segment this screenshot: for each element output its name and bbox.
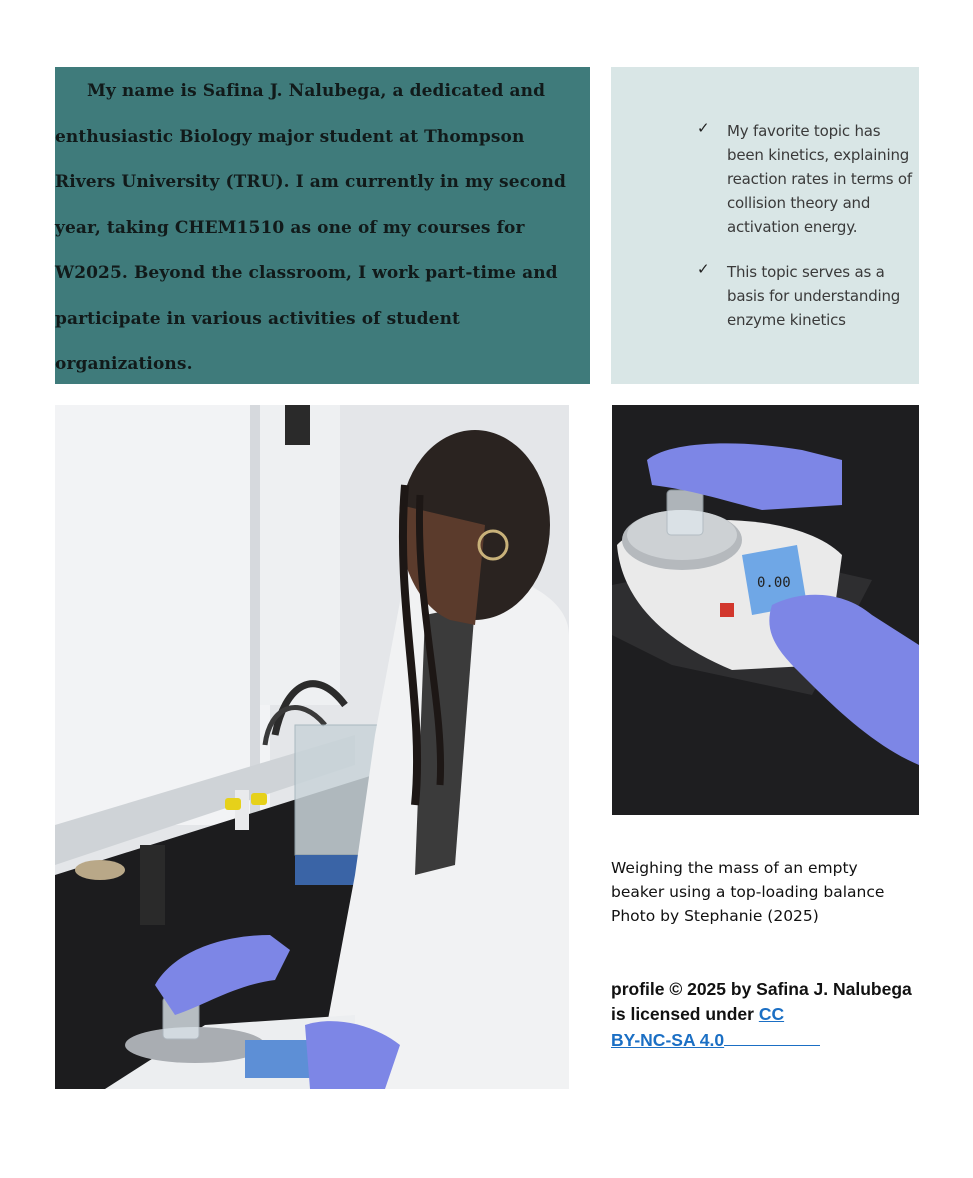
fact-text: My favorite topic has been kinetics, explaining reaction rates in terms of collision theory and activation energy. (727, 122, 912, 236)
license-text: profile © 2025 by Safina J. Nalubega is licensed under (611, 979, 912, 1024)
license-link-by-nc-sa[interactable]: BY-NC-SA 4.0 (611, 1030, 725, 1050)
facts-box (611, 67, 919, 384)
hands-on-balance-illustration (612, 405, 919, 815)
list-item (697, 119, 919, 239)
photo-caption (611, 856, 931, 928)
hands-on-balance-photo (612, 405, 919, 815)
checkmark-icon: ✓ (697, 260, 710, 278)
caption-line: Weighing the mass of an empty (611, 859, 858, 877)
balance-display-text: 0.00 (757, 575, 791, 591)
intro-box (55, 67, 590, 384)
link-underline (724, 1027, 820, 1046)
facts-list (697, 119, 919, 332)
license-link-cc[interactable]: CC (758, 1004, 785, 1024)
checkmark-icon: ✓ (697, 119, 710, 137)
fact-text: This topic serves as a basis for understanding enzyme kinetics (727, 263, 901, 329)
caption-credit: Photo by Stephanie (2025) (611, 907, 819, 925)
license-notice (611, 977, 931, 1053)
student-weighing-photo (55, 405, 569, 1089)
student-weighing-illustration (55, 405, 569, 1089)
intro-paragraph: My name is Safina J. Nalubega, a dedicated and enthusiastic Biology major student at Thompson Rivers University (TRU). I am currently in my second year, taking CHEM1510 as one of my courses for W2025. Beyond the classroom, I work part-time and participate in various activities of student organizations. (55, 81, 566, 374)
caption-line: beaker using a top-loading balance (611, 883, 885, 901)
list-item (697, 260, 919, 332)
